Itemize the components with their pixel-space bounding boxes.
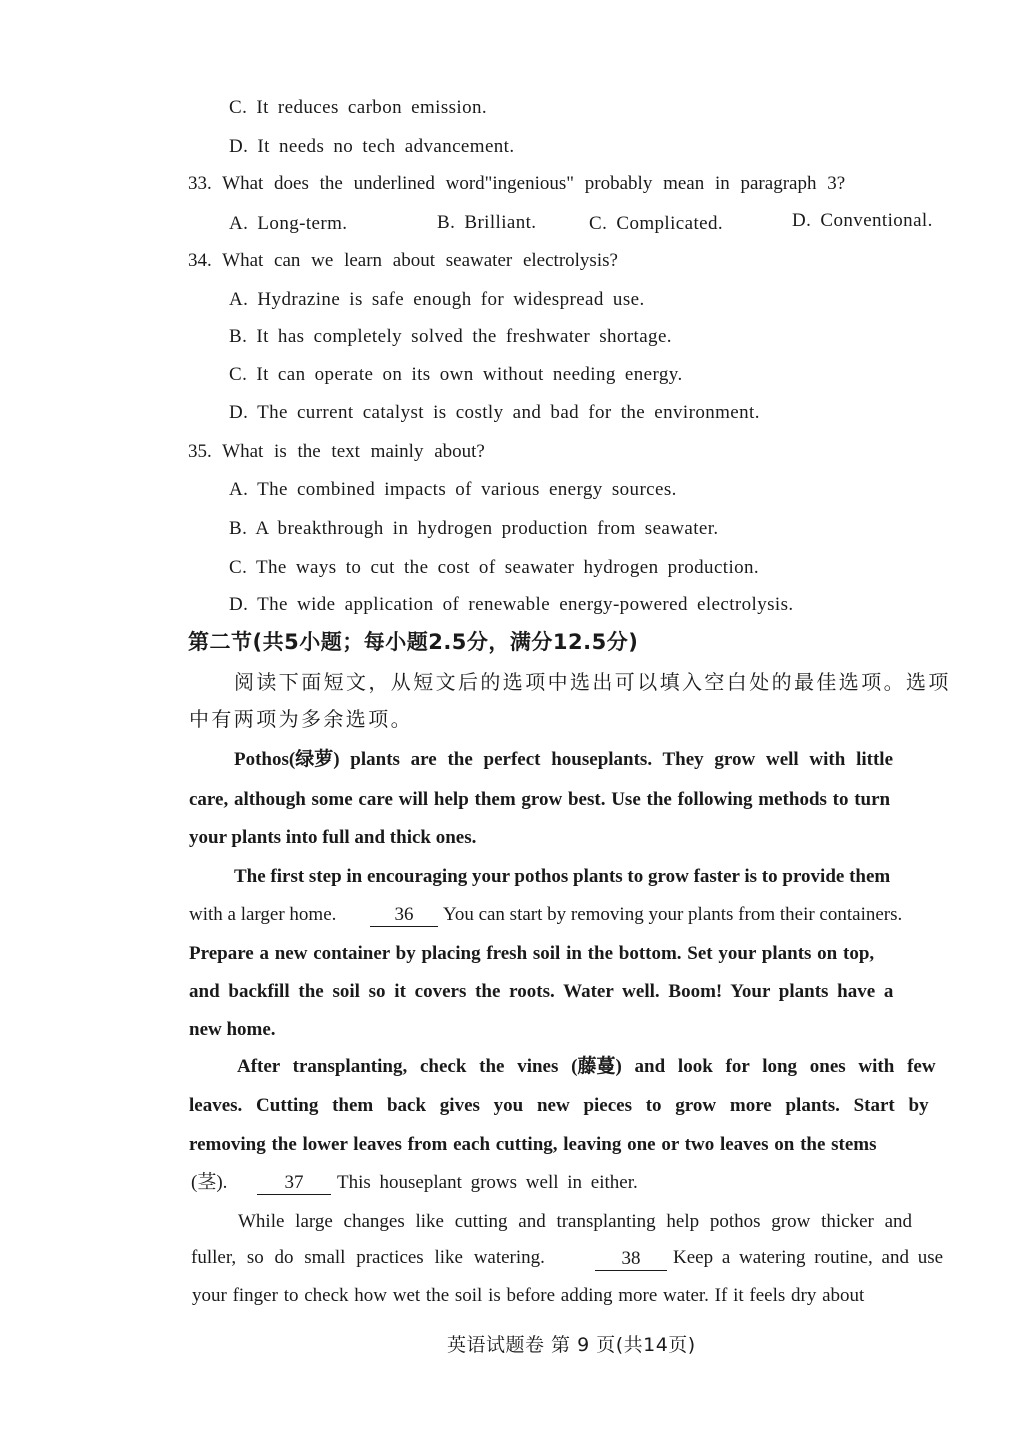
q34-stem: 34. What can we learn about seawater electrolysis? [188,250,618,271]
blank-38[interactable]: 38 [595,1248,667,1271]
q35-option-b: B. A breakthrough in hydrogen production from seawater. [229,518,719,539]
q33-option-a: A. Long-term. [229,213,348,234]
q34-option-c: C. It can operate on its own without needing energy. [229,364,683,385]
q33-stem: 33. What does the underlined word"ingenious" probably mean in paragraph 3? [188,173,846,194]
page-footer: 英语试题卷 第 9 页(共14页) [447,1334,696,1356]
q35-option-d: D. The wide application of renewable energy-powered electrolysis. [229,594,794,615]
q35-option-c: C. The ways to cut the cost of seawater hydrogen production. [229,557,760,578]
passage-p2-line-3: Prepare a new container by placing fresh soil in the bottom. Set your plants on top, [189,943,875,964]
passage-p2-line-4: and backfill the soil so it covers the roots. Water well. Boom! Your plants have a [189,981,894,1002]
q35-option-a: A. The combined impacts of various energy sources. [229,479,677,500]
passage-p1-line-1: Pothos(绿萝) plants are the perfect houseplants. They grow well with little [234,749,894,770]
q33-option-d: D. Conventional. [792,210,933,231]
blank-36[interactable]: 36 [370,904,438,927]
passage-p3-line-4-start: (茎). [191,1172,228,1193]
passage-p4-line-3: your finger to check how wet the soil is before adding more water. If it feels dry about [192,1285,865,1306]
passage-p2-line-2-start: with a larger home. [189,904,337,925]
q34-option-b: B. It has completely solved the freshwater shortage. [229,326,672,347]
passage-p4-line-2-start: fuller, so do small practices like watering. [191,1247,545,1268]
instruction-line-1: 阅读下面短文，从短文后的选项中选出可以填入空白处的最佳选项。选项 [234,670,951,694]
q35-stem: 35. What is the text mainly about? [188,441,485,462]
passage-p2-line-1: The first step in encouraging your pothos plants to grow faster is to provide them [234,866,891,887]
blank-37[interactable]: 37 [257,1172,331,1195]
passage-p2-line-2-end: You can start by removing your plants from their containers. [443,904,903,925]
passage-p3-line-3: removing the lower leaves from each cutting, leaving one or two leaves on the stems [189,1134,877,1155]
q33-option-b: B. Brilliant. [437,212,537,233]
passage-p4-line-2-end: Keep a watering routine, and use [673,1247,944,1268]
passage-p3-line-2: leaves. Cutting them back gives you new pieces to grow more plants. Start by [189,1095,929,1116]
section-heading: 第二节(共5小题；每小题2.5分，满分12.5分) [188,630,639,654]
q34-option-a: A. Hydrazine is safe enough for widespread use. [229,289,645,310]
q33-option-c: C. Complicated. [589,213,724,234]
passage-p1-line-3: your plants into full and thick ones. [189,827,477,848]
passage-p3-line-4-end: This houseplant grows well in either. [337,1172,638,1193]
passage-p4-line-1: While large changes like cutting and transplanting help pothos grow thicker and [238,1211,913,1232]
q32-option-d: D. It needs no tech advancement. [229,136,515,157]
q32-option-c: C. It reduces carbon emission. [229,97,488,118]
q34-option-d: D. The current catalyst is costly and bad for the environment. [229,402,760,423]
passage-p1-line-2: care, although some care will help them grow best. Use the following methods to turn [189,789,891,810]
passage-p2-line-5: new home. [189,1019,276,1040]
passage-p3-line-1: After transplanting, check the vines (藤蔓) and look for long ones with few [237,1056,936,1077]
instruction-line-2: 中有两项为多余选项。 [189,707,413,731]
